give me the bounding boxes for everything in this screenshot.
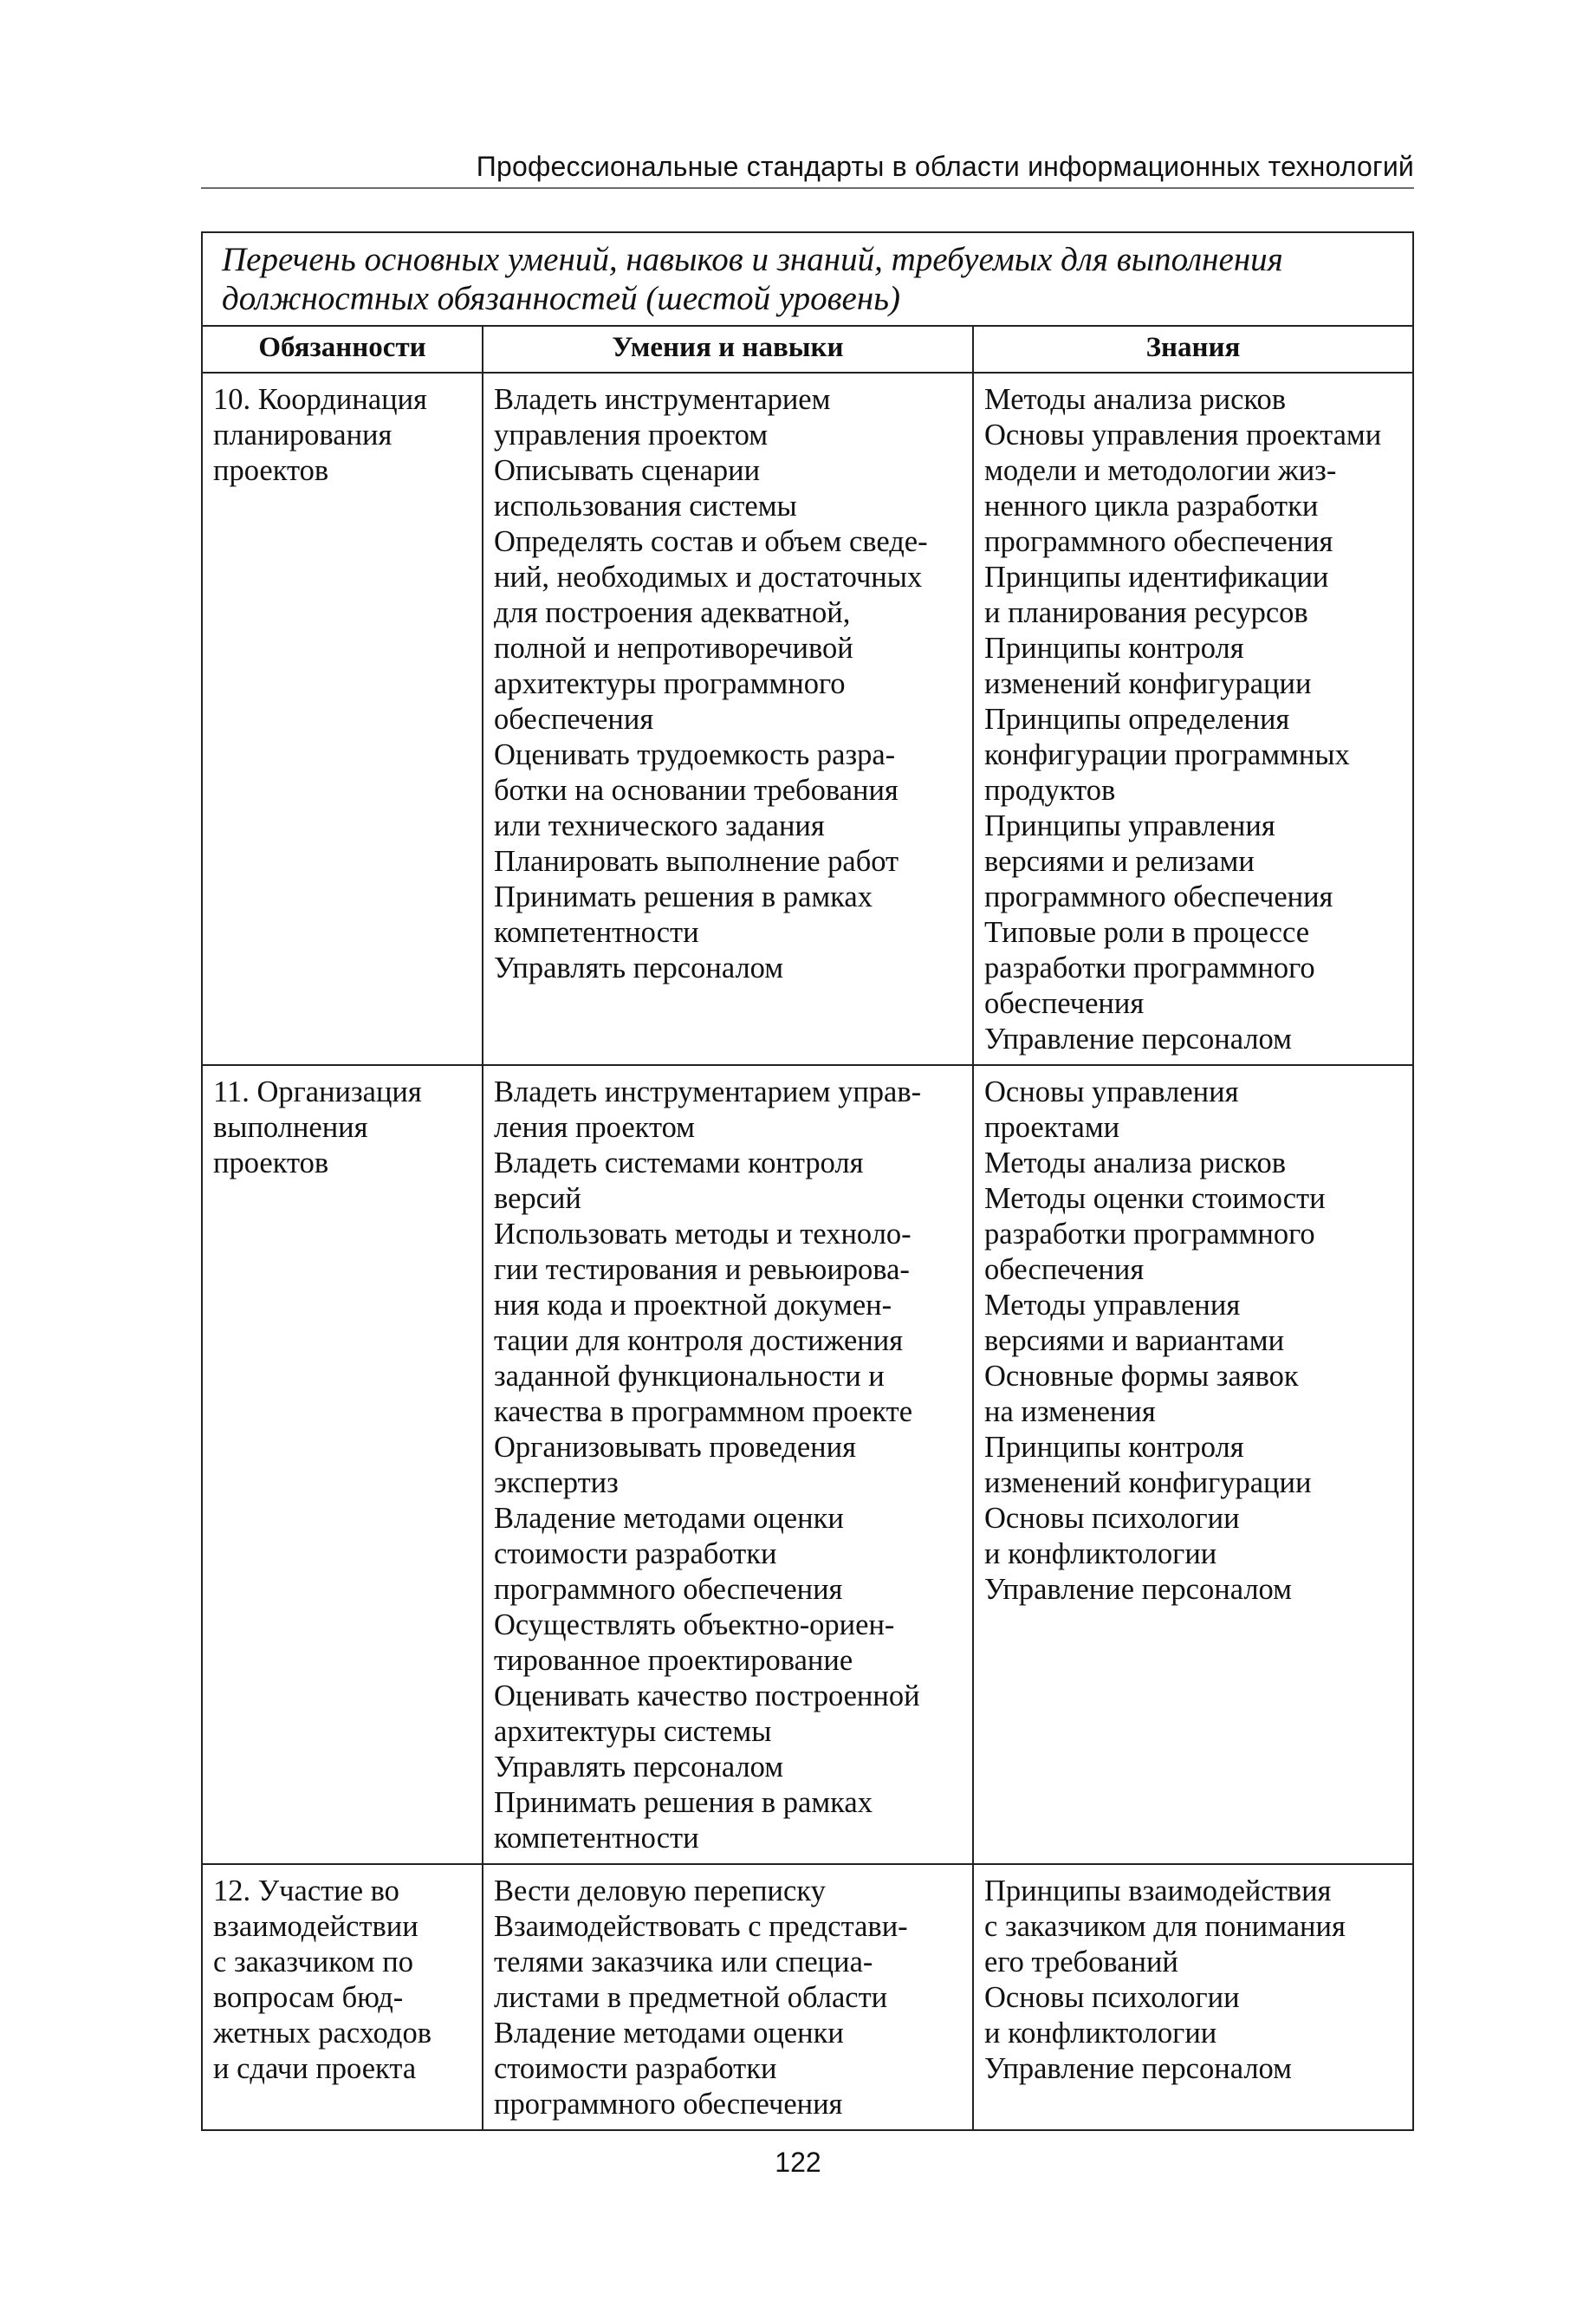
cell-line: Описывать сценарии	[494, 454, 761, 487]
cell-line: Типовые роли в процессе	[984, 916, 1310, 949]
column-header-skills: Умения и навыки	[483, 326, 973, 373]
duty-cell	[202, 373, 483, 1065]
cell-line: обеспечения	[984, 987, 1145, 1020]
cell-line: Методы анализа рисков	[984, 383, 1286, 416]
cell-line: выполнения	[213, 1111, 368, 1144]
table-caption-row	[202, 232, 1413, 326]
cell-line: обеспечения	[984, 1253, 1145, 1286]
table-row	[202, 1065, 1413, 1864]
cell-line: его требований	[984, 1946, 1178, 1978]
cell-line: тированное проектирование	[494, 1644, 853, 1677]
cell-line: Принимать решения в рамках	[494, 1786, 873, 1819]
table-body	[202, 373, 1413, 2130]
cell-line: проектов	[213, 1147, 329, 1179]
knowledge-cell	[973, 1864, 1413, 2130]
cell-line: продуктов	[984, 774, 1116, 807]
cell-line: ненного цикла разработки	[984, 490, 1319, 523]
cell-line: архитектуры системы	[494, 1715, 772, 1748]
cell-line: гии тестирования и ревьюирова-	[494, 1253, 910, 1286]
cell-line: Владение методами оценки	[494, 2017, 844, 2050]
table-caption-line: Перечень основных умений, навыков и знаний, требуемых для выполнения	[222, 241, 1283, 278]
table-row	[202, 1864, 1413, 2130]
cell-line: программного обеспечения	[494, 2088, 843, 2121]
cell-line: управления проектом	[494, 419, 769, 452]
knowledge-cell	[973, 373, 1413, 1065]
cell-line: экспертиз	[494, 1466, 619, 1499]
cell-line: Основы психологии	[984, 1981, 1240, 2014]
cell-line: или технического задания	[494, 809, 825, 842]
cell-line: Взаимодействовать с представи-	[494, 1910, 908, 1943]
header-rule	[201, 187, 1414, 189]
cell-line: Управлять персоналом	[494, 1751, 784, 1783]
cell-line: изменений конфигурации	[984, 667, 1312, 700]
duty-cell	[202, 1864, 483, 2130]
table-caption-line: должностных обязанностей (шестой уровень)	[222, 280, 900, 317]
competency-table	[201, 231, 1414, 2131]
cell-line: Вести деловую переписку	[494, 1874, 826, 1907]
cell-line: Управление персоналом	[984, 1573, 1292, 1606]
cell-line: компетентности	[494, 1822, 699, 1855]
cell-line: Владеть инструментарием управ-	[494, 1075, 922, 1108]
cell-line: версиями и релизами	[984, 845, 1255, 878]
cell-line: полной и непротиворечивой	[494, 632, 853, 665]
cell-line: Определять состав и объем сведе-	[494, 525, 928, 558]
cell-line: Методы анализа рисков	[984, 1147, 1286, 1179]
cell-line: программного обеспечения	[984, 880, 1333, 913]
cell-line: 10. Координация	[213, 383, 427, 416]
page-number: 122	[775, 2147, 821, 2178]
skills-cell	[483, 1864, 973, 2130]
cell-line: Управление персоналом	[984, 2052, 1292, 2085]
cell-line: Оценивать качество построенной	[494, 1680, 920, 1712]
cell-line: разработки программного	[984, 1218, 1315, 1251]
cell-line: Принципы управления	[984, 809, 1275, 842]
cell-line: листами в предметной области	[494, 1981, 888, 2014]
cell-line: Основы психологии	[984, 1502, 1240, 1535]
cell-line: Организовывать проведения	[494, 1431, 856, 1464]
cell-line: телями заказчика или специа-	[494, 1946, 873, 1978]
running-header: Профессиональные стандарты в области информационных технологий	[476, 151, 1414, 182]
cell-line: для построения адекватной,	[494, 596, 851, 629]
cell-line: и конфликтологии	[984, 1537, 1217, 1570]
table-caption	[202, 232, 1413, 326]
cell-line: Принципы идентификации	[984, 561, 1329, 594]
table-row	[202, 373, 1413, 1065]
column-header-knowledge: Знания	[973, 326, 1413, 373]
cell-line: Использовать методы и техноло-	[494, 1218, 912, 1251]
skills-cell	[483, 373, 973, 1065]
cell-line: компетентности	[494, 916, 699, 949]
cell-line: вопросам бюд-	[213, 1981, 404, 2014]
cell-line: конфигурации программных	[984, 738, 1350, 771]
cell-line: ния кода и проектной докумен-	[494, 1289, 892, 1322]
cell-line: обеспечения	[494, 703, 654, 736]
cell-line: ления проектом	[494, 1111, 695, 1144]
cell-line: ботки на основании требования	[494, 774, 899, 807]
cell-line: Принципы определения	[984, 703, 1290, 736]
cell-line: и планирования ресурсов	[984, 596, 1308, 629]
knowledge-cell	[973, 1065, 1413, 1864]
cell-line: с заказчиком по	[213, 1946, 413, 1978]
cell-line: архитектуры программного	[494, 667, 846, 700]
cell-line: планирования	[213, 419, 393, 452]
cell-line: проектами	[984, 1111, 1120, 1144]
skills-cell	[483, 1065, 973, 1864]
cell-line: разработки программного	[984, 952, 1315, 984]
cell-line: 12. Участие во	[213, 1874, 399, 1907]
cell-line: стоимости разработки	[494, 2052, 777, 2085]
cell-line: Принципы контроля	[984, 632, 1244, 665]
cell-line: Методы оценки стоимости	[984, 1182, 1326, 1215]
cell-line: Управлять персоналом	[494, 952, 784, 984]
cell-line: программного обеспечения	[494, 1573, 843, 1606]
cell-line: Владеть системами контроля	[494, 1147, 864, 1179]
cell-line: версий	[494, 1182, 581, 1215]
duty-cell	[202, 1065, 483, 1864]
cell-line: и конфликтологии	[984, 2017, 1217, 2050]
cell-line: использования системы	[494, 490, 797, 523]
cell-line: Основы управления проектами	[984, 419, 1382, 452]
cell-line: Принимать решения в рамках	[494, 880, 873, 913]
cell-line: версиями и вариантами	[984, 1324, 1285, 1357]
cell-line: Владение методами оценки	[494, 1502, 844, 1535]
table-header-row	[202, 326, 1413, 373]
cell-line: заданной функциональности и	[494, 1360, 885, 1393]
cell-line: жетных расходов	[213, 2017, 431, 2050]
cell-line: программного обеспечения	[984, 525, 1333, 558]
cell-line: Методы управления	[984, 1289, 1241, 1322]
cell-line: и сдачи проекта	[213, 2052, 417, 2085]
cell-line: Планировать выполнение работ	[494, 845, 899, 878]
cell-line: качества в программном проекте	[494, 1395, 913, 1428]
cell-line: Осуществлять объектно-ориен-	[494, 1608, 895, 1641]
competency-table-wrapper	[201, 231, 1412, 2131]
cell-line: взаимодействии	[213, 1910, 418, 1943]
cell-line: Управление персоналом	[984, 1023, 1292, 1056]
cell-line: Основы управления	[984, 1075, 1239, 1108]
column-header-duties: Обязанности	[202, 326, 483, 373]
cell-line: модели и методологии жиз-	[984, 454, 1337, 487]
cell-line: стоимости разработки	[494, 1537, 777, 1570]
cell-line: Оценивать трудоемкость разра-	[494, 738, 896, 771]
cell-line: изменений конфигурации	[984, 1466, 1312, 1499]
cell-line: Владеть инструментарием	[494, 383, 831, 416]
cell-line: Принципы контроля	[984, 1431, 1244, 1464]
cell-line: с заказчиком для понимания	[984, 1910, 1346, 1943]
cell-line: 11. Организация	[213, 1075, 422, 1108]
cell-line: тации для контроля достижения	[494, 1324, 904, 1357]
cell-line: Основные формы заявок	[984, 1360, 1299, 1393]
cell-line: Принципы взаимодействия	[984, 1874, 1332, 1907]
cell-line: ний, необходимых и достаточных	[494, 561, 923, 594]
cell-line: проектов	[213, 454, 329, 487]
cell-line: на изменения	[984, 1395, 1156, 1428]
